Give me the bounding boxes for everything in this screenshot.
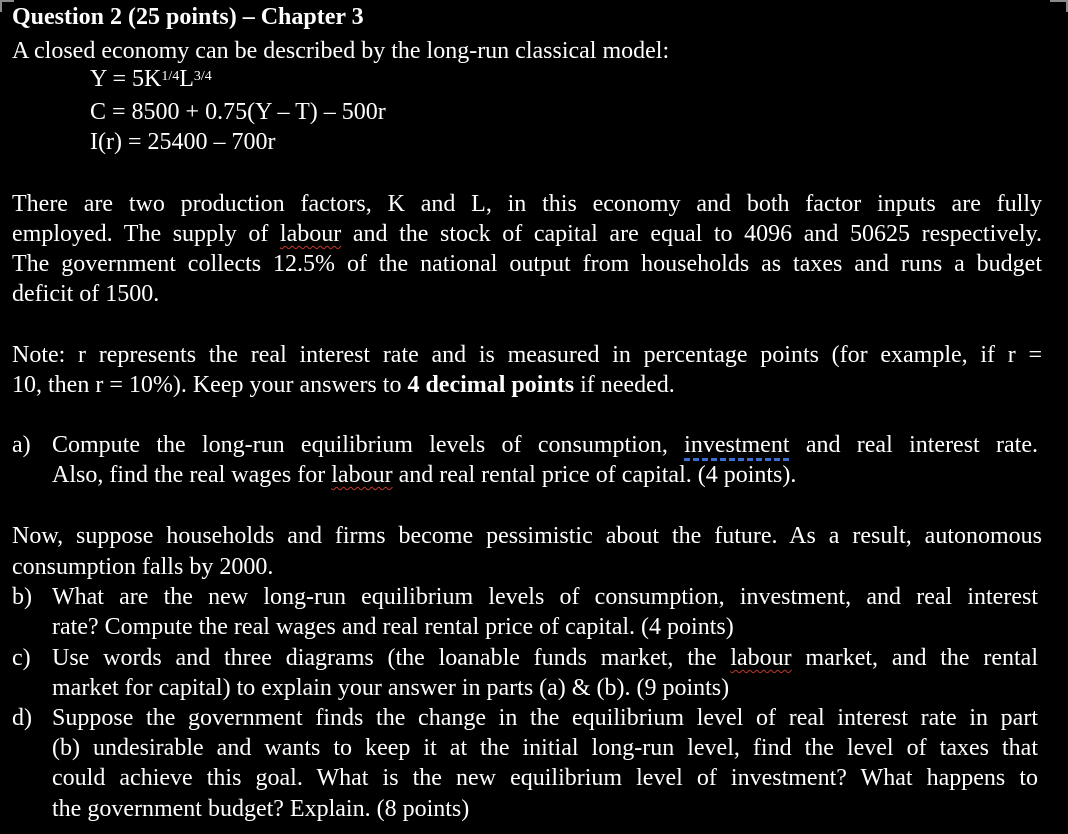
part-a-line2	[52, 460, 796, 490]
para1-line1: There are two production factors, K and L, in this economy and both factor inputs are fully	[12, 191, 1042, 217]
note-line1: Note: r represents the real interest rate and is measured in percentage points (for example, if r =	[12, 342, 1042, 368]
part-d-line2: (b) undesirable and wants to keep it at the initial long-run level, find the level of taxes that	[52, 735, 1038, 761]
note-line2	[12, 370, 675, 400]
para1-line4: deficit of 1500.	[12, 281, 160, 307]
corner-mark-right	[1050, 0, 1068, 12]
part-c-line1-end: market, and the rental	[791, 645, 1038, 671]
part-d-line3: could achieve this goal. What is the new equilibrium level of investment? What happens to	[52, 765, 1038, 791]
part-b-line2: rate? Compute the real wages and real rental price of capital. (4 points)	[52, 614, 734, 640]
production-function	[90, 64, 212, 94]
part-c-line1	[52, 643, 1038, 673]
note-line2-end: if needed.	[574, 372, 675, 398]
part-d-label: d)	[12, 705, 32, 731]
part-d-line1: Suppose the government finds the change in the equilibrium level of real interest rate in part	[52, 705, 1038, 731]
spellcheck-word: labour	[730, 645, 792, 671]
note-emphasis: 4 decimal points	[407, 372, 575, 398]
para1-line2	[12, 219, 1042, 249]
part-b-label: b)	[12, 584, 32, 610]
intro-text: A closed economy can be described by the long-run classical model:	[12, 38, 670, 64]
part-c-line2: market for capital) to explain your answer in parts (a) & (b). (9 points)	[52, 675, 730, 701]
scenario-line2: consumption falls by 2000.	[12, 554, 274, 580]
spellcheck-word: labour	[279, 221, 342, 247]
labour-symbol: L	[179, 66, 194, 92]
question-heading: Question 2 (25 points) – Chapter 3	[12, 4, 364, 30]
part-a-line1	[52, 430, 1038, 460]
para1-line2-start: employed. The supply of	[12, 221, 280, 247]
part-d-line4: the government budget? Explain. (8 points)	[52, 796, 470, 822]
consumption-function: C = 8500 + 0.75(Y – T) – 500r	[90, 99, 386, 125]
para1-line3: The government collects 12.5% of the national output from households as taxes and runs a budget	[12, 251, 1042, 277]
part-a-line2-end: and real rental price of capital. (4 points).	[392, 462, 797, 488]
part-c-label: c)	[12, 645, 31, 671]
capital-exponent: 1/4	[161, 69, 180, 84]
spellcheck-word: labour	[331, 462, 393, 488]
part-a-line2-start: Also, find the real wages for	[52, 462, 332, 488]
part-a-label: a)	[12, 432, 31, 458]
investment-function: I(r) = 25400 – 700r	[90, 129, 276, 155]
part-c-line1-start: Use words and three diagrams (the loanable funds market, the	[52, 645, 731, 671]
labour-exponent: 3/4	[193, 69, 212, 84]
note-line2-start: 10, then r = 10%). Keep your answers to	[12, 372, 408, 398]
part-a-line1-end: and real interest rate.	[789, 432, 1039, 458]
scenario-line1: Now, suppose households and firms become pessimistic about the future. As a result, autonomous	[12, 523, 1042, 549]
para1-line2-end: and the stock of capital are equal to 4096 and 50625 respectively.	[341, 221, 1042, 247]
grammar-check-word: investment	[684, 432, 790, 458]
production-function-base: Y = 5K	[90, 66, 162, 92]
part-a-line1-start: Compute the long-run equilibrium levels of consumption,	[52, 432, 685, 458]
part-b-line1: What are the new long-run equilibrium levels of consumption, investment, and real interest	[52, 584, 1038, 610]
